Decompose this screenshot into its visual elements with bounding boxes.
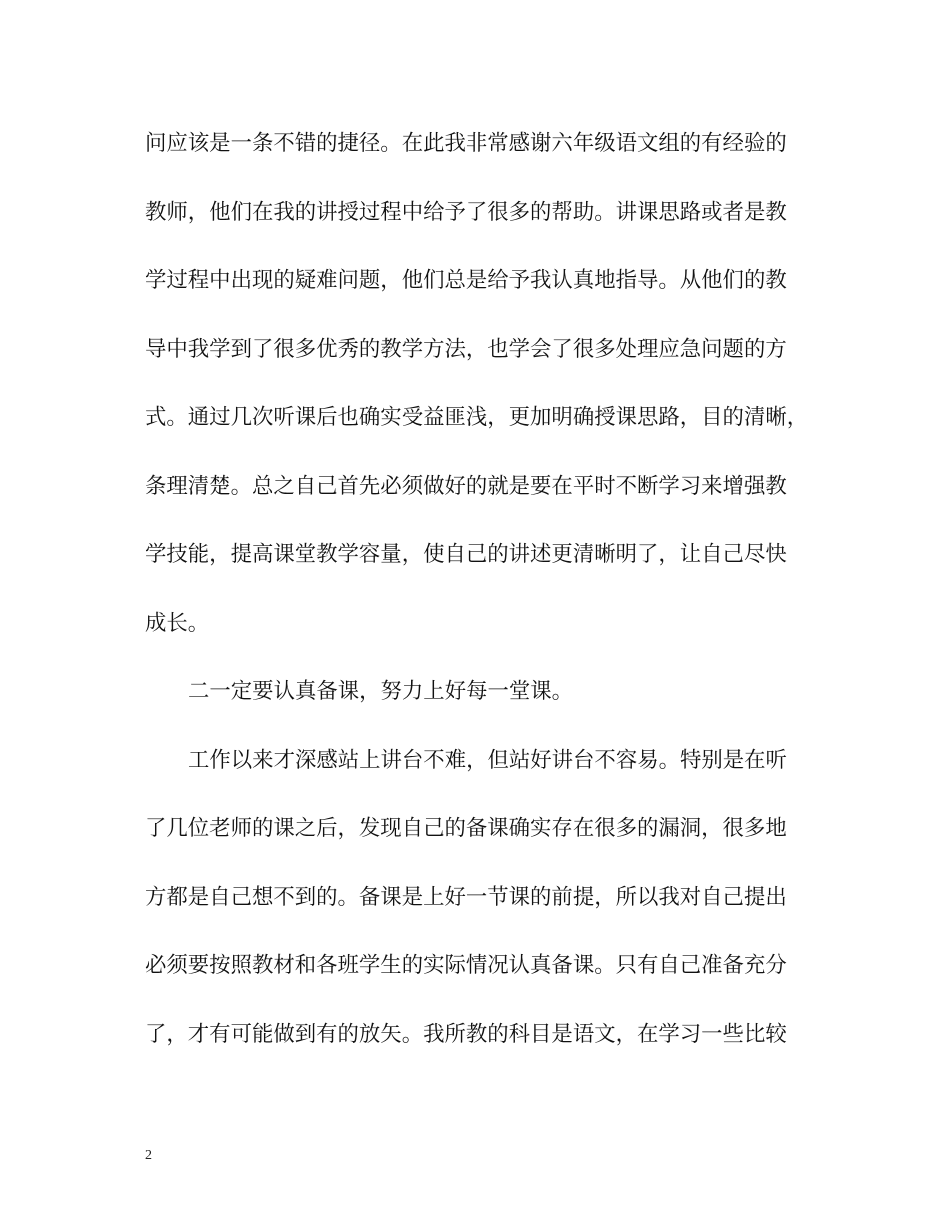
text-line-1: 问应该是一条不错的捷径。在此我非常感谢六年级语文组的有经验的 <box>145 131 787 156</box>
body-text <box>145 124 809 1083</box>
text-line-7: 学技能，提高课堂教学容量，使自己的讲述更清晰明了，让自己尽快 <box>145 542 787 567</box>
text-line-11: 了几位老师的课之后，发现自己的备课确实存在很多的漏洞，很多地 <box>145 816 787 841</box>
page-number: 2 <box>145 1148 152 1163</box>
text-line-2: 教师，他们在我的讲授过程中给予了很多的帮助。讲课思路或者是教 <box>145 199 787 225</box>
text-line-5: 式。通过几次听课后也确实受益匪浅，更加明确授课思路，目的清晰， <box>145 405 809 430</box>
text-line-8: 成长。 <box>145 610 210 636</box>
text-line-6: 条理清楚。总之自己首先必须做好的就是要在平时不断学习来增强教 <box>145 473 787 499</box>
text-line-4: 导中我学到了很多优秀的教学方法，也学会了很多处理应急问题的方 <box>145 336 787 362</box>
text-line-3: 学过程中出现的疑难问题，他们总是给予我认真地指导。从他们的教 <box>145 268 787 293</box>
text-line-12: 方都是自己想不到的。备课是上好一节课的前提，所以我对自己提出 <box>145 884 787 910</box>
text-line-14: 了，才有可能做到有的放矢。我所教的科目是语文，在学习一些比较 <box>145 1021 787 1047</box>
text-line-10: 工作以来才深感站上讲台不难，但站好讲台不容易。特别是在听 <box>188 747 787 773</box>
text-line-13: 必须要按照教材和各班学生的实际情况认真备课。只有自己准备充分 <box>145 953 787 978</box>
section-heading: 二一定要认真备课，努力上好每一堂课。 <box>188 679 574 704</box>
